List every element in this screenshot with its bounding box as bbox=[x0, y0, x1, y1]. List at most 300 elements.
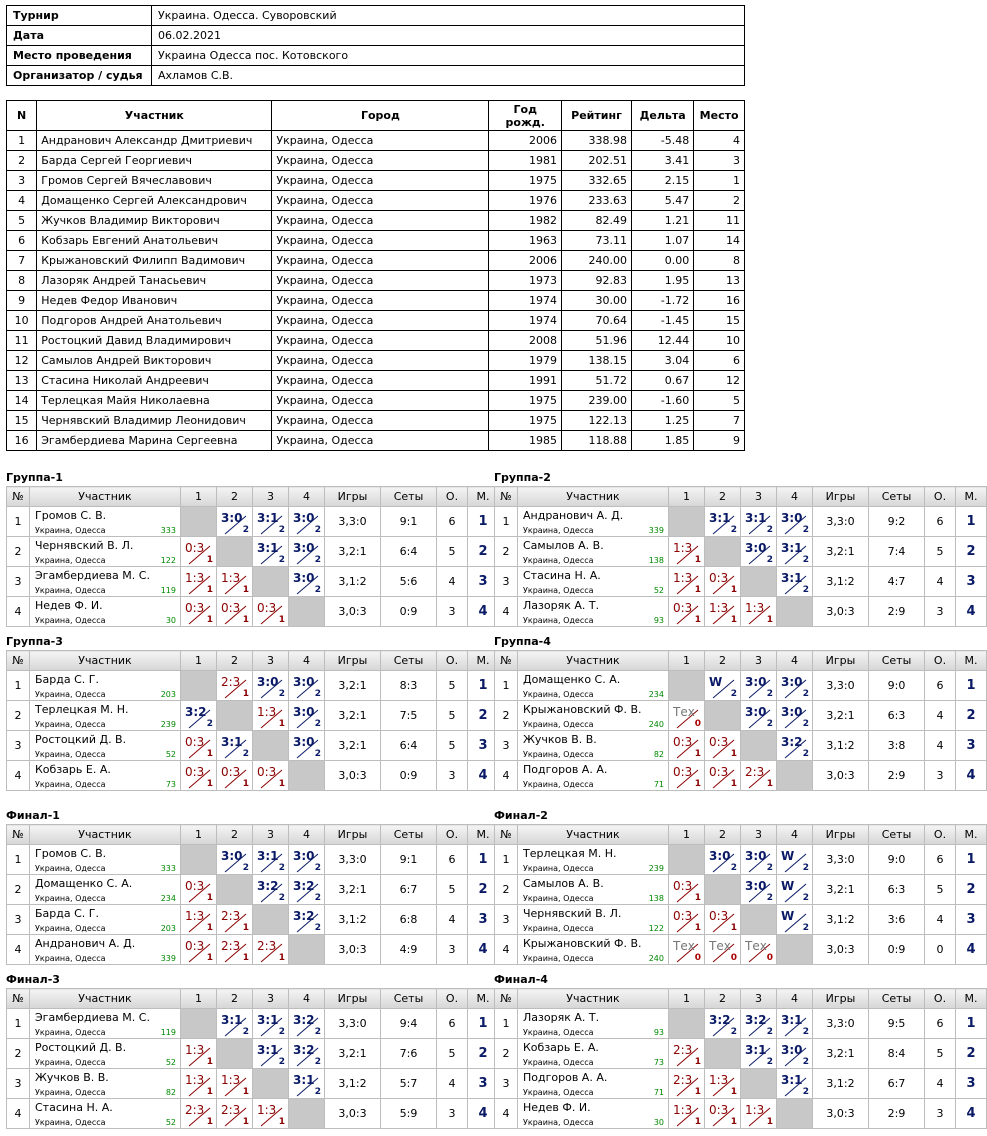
points-cell: 6 bbox=[437, 845, 468, 875]
match-points: 2 bbox=[766, 689, 773, 699]
match-points: 2 bbox=[278, 893, 285, 903]
match-points: 2 bbox=[278, 863, 285, 873]
participant-cell bbox=[30, 845, 181, 875]
match-score: 3:1 bbox=[781, 1013, 803, 1027]
points-cell: 6 bbox=[437, 1009, 468, 1039]
games-cell: 3,1:2 bbox=[813, 567, 869, 597]
info-value: Украина. Одесса. Суворовский bbox=[152, 6, 745, 26]
participant-rating: 339 bbox=[648, 526, 664, 535]
group-row bbox=[7, 537, 499, 567]
match-score: 3:2 bbox=[293, 879, 315, 893]
player-cell: 240.00 bbox=[562, 251, 632, 271]
participant-name: Чернявский В. Л. bbox=[523, 907, 622, 920]
match-score: 0:3 bbox=[709, 735, 729, 749]
match-points: 2 bbox=[766, 893, 773, 903]
match-points: 1 bbox=[206, 893, 213, 903]
match-result-cell bbox=[705, 1069, 741, 1099]
player-cell: -1.60 bbox=[631, 391, 693, 411]
match-points: 2 bbox=[314, 689, 321, 699]
sets-cell: 7:6 bbox=[381, 1039, 437, 1069]
match-score: 0:3 bbox=[673, 879, 693, 893]
match-result-cell bbox=[289, 905, 325, 935]
group-col-header: Участник bbox=[518, 989, 669, 1009]
games-cell: 3,1:2 bbox=[813, 1069, 869, 1099]
players-col-header: Год рожд. bbox=[489, 101, 562, 131]
participant-city: Украина, Одесса bbox=[35, 690, 106, 699]
player-cell: Украина, Одесса bbox=[272, 331, 489, 351]
participant-city: Украина, Одесса bbox=[523, 526, 594, 535]
participant-name: Андранович А. Д. bbox=[523, 509, 624, 522]
group-col-header: № bbox=[495, 989, 518, 1009]
group-col-header: Участник bbox=[518, 651, 669, 671]
group-header-row bbox=[495, 825, 987, 845]
player-cell: 9 bbox=[694, 431, 745, 451]
participant-rating: 138 bbox=[648, 894, 664, 903]
diagonal-cell bbox=[705, 537, 741, 567]
group-col-header: 3 bbox=[253, 487, 289, 507]
player-cell: 3 bbox=[694, 151, 745, 171]
diagonal-cell bbox=[253, 905, 289, 935]
info-value: Ахламов С.В. bbox=[152, 66, 745, 86]
player-cell: Украина, Одесса bbox=[272, 431, 489, 451]
player-cell: 138.15 bbox=[562, 351, 632, 371]
match-result-cell bbox=[181, 567, 217, 597]
group-row bbox=[495, 731, 987, 761]
participant-rating: 93 bbox=[653, 616, 664, 625]
participant-cell bbox=[518, 537, 669, 567]
participant-rating: 119 bbox=[160, 1028, 176, 1037]
match-score: 3:2 bbox=[709, 1013, 731, 1027]
row-number: 3 bbox=[495, 1069, 518, 1099]
participant-name: Кобзарь Е. А. bbox=[523, 1041, 599, 1054]
group-col-header: Игры bbox=[325, 651, 381, 671]
group-col-header: М. bbox=[468, 989, 499, 1009]
group-col-header: О. bbox=[437, 825, 468, 845]
games-cell: 3,2:1 bbox=[325, 671, 381, 701]
player-cell: 51.72 bbox=[562, 371, 632, 391]
match-result-cell bbox=[669, 537, 705, 567]
group-col-header: М. bbox=[956, 989, 987, 1009]
match-result-cell bbox=[289, 845, 325, 875]
participant-rating: 122 bbox=[648, 924, 664, 933]
participant-name: Громов С. В. bbox=[35, 847, 107, 860]
participant-name: Домащенко С. А. bbox=[35, 877, 133, 890]
group-col-header: 2 bbox=[217, 487, 253, 507]
match-result-cell bbox=[181, 701, 217, 731]
place-cell: 2 bbox=[468, 701, 499, 731]
row-number: 1 bbox=[495, 845, 518, 875]
info-key: Турнир bbox=[7, 6, 152, 26]
match-points: 2 bbox=[802, 525, 809, 535]
match-points: 2 bbox=[242, 525, 249, 535]
group-col-header: Сеты bbox=[381, 825, 437, 845]
match-points: 2 bbox=[766, 555, 773, 565]
participant-city: Украина, Одесса bbox=[523, 864, 594, 873]
match-result-cell bbox=[777, 1009, 813, 1039]
participant-name: Крыжановский Ф. В. bbox=[523, 937, 642, 950]
match-score: 3:0 bbox=[257, 675, 279, 689]
player-row bbox=[7, 311, 745, 331]
participant-name: Барда С. Г. bbox=[35, 907, 99, 920]
group-title: Группа-4 bbox=[494, 635, 551, 648]
player-row bbox=[7, 271, 745, 291]
match-score: 3:2 bbox=[781, 735, 803, 749]
diagonal-cell bbox=[217, 701, 253, 731]
player-cell: 92.83 bbox=[562, 271, 632, 291]
match-result-cell bbox=[181, 1099, 217, 1129]
match-score: 0:3 bbox=[709, 909, 729, 923]
participant-name: Подгоров А. А. bbox=[523, 1071, 608, 1084]
player-cell: 5 bbox=[694, 391, 745, 411]
diagonal-cell bbox=[741, 905, 777, 935]
match-score: 3:0 bbox=[745, 879, 767, 893]
match-points: 2 bbox=[730, 863, 737, 873]
match-result-cell bbox=[217, 935, 253, 965]
participant-city: Украина, Одесса bbox=[35, 526, 106, 535]
player-cell: 338.98 bbox=[562, 131, 632, 151]
group-table bbox=[494, 650, 987, 791]
group-col-header: № bbox=[7, 825, 30, 845]
row-number: 1 bbox=[495, 507, 518, 537]
group-header-row bbox=[7, 487, 499, 507]
match-points: 2 bbox=[314, 893, 321, 903]
participant-rating: 30 bbox=[165, 616, 176, 625]
match-score: 0:3 bbox=[185, 601, 205, 615]
match-score: 1:3 bbox=[709, 1073, 729, 1087]
match-points: 2 bbox=[314, 585, 321, 595]
participant-rating: 52 bbox=[653, 586, 664, 595]
player-cell: 15 bbox=[694, 311, 745, 331]
match-result-cell bbox=[705, 905, 741, 935]
player-cell: 122.13 bbox=[562, 411, 632, 431]
group-col-header: 2 bbox=[705, 651, 741, 671]
row-number: 3 bbox=[7, 567, 30, 597]
place-cell: 4 bbox=[468, 761, 499, 791]
match-result-cell bbox=[669, 567, 705, 597]
match-score: Тех bbox=[673, 705, 695, 719]
match-points: 1 bbox=[278, 779, 285, 789]
diagonal-cell bbox=[289, 597, 325, 627]
player-cell: 1974 bbox=[489, 291, 562, 311]
participant-name: Ростоцкий Д. В. bbox=[35, 733, 127, 746]
match-result-cell bbox=[669, 1099, 705, 1129]
points-cell: 3 bbox=[437, 935, 468, 965]
match-score: 3:0 bbox=[221, 511, 243, 525]
games-cell: 3,3:0 bbox=[813, 671, 869, 701]
match-score: 0:3 bbox=[185, 939, 205, 953]
match-score: 3:1 bbox=[257, 1043, 279, 1057]
sets-cell: 6:3 bbox=[869, 701, 925, 731]
group-col-header: Игры bbox=[325, 989, 381, 1009]
player-cell: 7 bbox=[694, 411, 745, 431]
sets-cell: 8:3 bbox=[381, 671, 437, 701]
match-result-cell bbox=[669, 1069, 705, 1099]
player-cell: 1975 bbox=[489, 391, 562, 411]
row-number: 4 bbox=[495, 761, 518, 791]
diagonal-cell bbox=[181, 507, 217, 537]
match-score: 3:0 bbox=[745, 541, 767, 555]
match-result-cell bbox=[253, 935, 289, 965]
diagonal-cell bbox=[741, 567, 777, 597]
match-result-cell bbox=[777, 507, 813, 537]
match-result-cell bbox=[777, 731, 813, 761]
player-cell: 6 bbox=[7, 231, 37, 251]
info-row bbox=[7, 6, 745, 26]
match-result-cell bbox=[181, 537, 217, 567]
player-cell: 1.25 bbox=[631, 411, 693, 431]
group-col-header: 1 bbox=[181, 487, 217, 507]
player-cell: 16 bbox=[694, 291, 745, 311]
match-points: 1 bbox=[206, 749, 213, 759]
participant-cell bbox=[30, 935, 181, 965]
player-cell: 1 bbox=[694, 171, 745, 191]
match-score: W bbox=[781, 909, 795, 923]
player-cell: 239.00 bbox=[562, 391, 632, 411]
match-score: 3:0 bbox=[781, 1043, 803, 1057]
player-cell: Лазоряк Андрей Танасьевич bbox=[37, 271, 272, 291]
diagonal-cell bbox=[181, 1009, 217, 1039]
match-result-cell bbox=[777, 671, 813, 701]
group-col-header: О. bbox=[437, 651, 468, 671]
players-table bbox=[6, 100, 745, 451]
match-score: 1:3 bbox=[185, 1043, 205, 1057]
match-score: Тех bbox=[673, 939, 695, 953]
group-title: Финал-4 bbox=[494, 973, 548, 986]
group-col-header: Участник bbox=[30, 825, 181, 845]
participant-rating: 239 bbox=[648, 864, 664, 873]
match-result-cell bbox=[253, 507, 289, 537]
match-result-cell bbox=[253, 875, 289, 905]
group-col-header: О. bbox=[437, 487, 468, 507]
participant-cell bbox=[30, 567, 181, 597]
group-block bbox=[494, 972, 978, 1129]
participant-cell bbox=[518, 731, 669, 761]
match-points: 2 bbox=[802, 863, 809, 873]
match-points: 2 bbox=[314, 749, 321, 759]
participant-city: Украина, Одесса bbox=[35, 1118, 106, 1127]
match-points: 1 bbox=[206, 555, 213, 565]
group-row bbox=[495, 761, 987, 791]
player-cell: -5.48 bbox=[631, 131, 693, 151]
player-cell: -1.72 bbox=[631, 291, 693, 311]
player-cell: Украина, Одесса bbox=[272, 191, 489, 211]
sets-cell: 9:0 bbox=[869, 845, 925, 875]
match-points: 2 bbox=[730, 525, 737, 535]
match-score: 3:0 bbox=[709, 849, 731, 863]
participant-city: Украина, Одесса bbox=[35, 924, 106, 933]
match-points: 1 bbox=[694, 923, 701, 933]
match-result-cell bbox=[777, 845, 813, 875]
player-cell: 11 bbox=[694, 211, 745, 231]
player-row bbox=[7, 391, 745, 411]
match-score: 3:1 bbox=[709, 511, 731, 525]
match-score: 3:1 bbox=[745, 1043, 767, 1057]
match-points: 1 bbox=[206, 615, 213, 625]
participant-name: Ростоцкий Д. В. bbox=[35, 1041, 127, 1054]
player-cell: 8 bbox=[694, 251, 745, 271]
player-cell: 2008 bbox=[489, 331, 562, 351]
match-result-cell bbox=[741, 875, 777, 905]
match-score: 1:3 bbox=[673, 1103, 693, 1117]
group-header-row bbox=[7, 825, 499, 845]
match-score: 2:3 bbox=[673, 1043, 693, 1057]
group-col-header: Участник bbox=[30, 651, 181, 671]
match-result-cell bbox=[669, 761, 705, 791]
match-points: 2 bbox=[766, 863, 773, 873]
match-result-cell bbox=[741, 935, 777, 965]
match-points: 1 bbox=[766, 1117, 773, 1127]
row-number: 2 bbox=[495, 875, 518, 905]
match-result-cell bbox=[705, 761, 741, 791]
player-cell: 1963 bbox=[489, 231, 562, 251]
place-cell: 2 bbox=[956, 701, 987, 731]
player-cell: 9 bbox=[7, 291, 37, 311]
group-col-header: О. bbox=[925, 989, 956, 1009]
points-cell: 5 bbox=[437, 671, 468, 701]
match-points: 1 bbox=[206, 779, 213, 789]
match-points: 1 bbox=[694, 893, 701, 903]
match-score: 2:3 bbox=[221, 909, 241, 923]
match-result-cell bbox=[181, 731, 217, 761]
group-col-header: 4 bbox=[777, 825, 813, 845]
match-result-cell bbox=[181, 1069, 217, 1099]
group-block bbox=[6, 972, 490, 1129]
group-table bbox=[6, 650, 499, 791]
match-points: 2 bbox=[314, 719, 321, 729]
match-score: 1:3 bbox=[745, 1103, 765, 1117]
games-cell: 3,0:3 bbox=[325, 761, 381, 791]
participant-city: Украина, Одесса bbox=[523, 780, 594, 789]
match-points: 2 bbox=[730, 689, 737, 699]
player-cell: Недев Федор Иванович bbox=[37, 291, 272, 311]
match-score: 2:3 bbox=[221, 1103, 241, 1117]
diagonal-cell bbox=[669, 845, 705, 875]
match-points: 0 bbox=[694, 953, 701, 963]
group-col-header: № bbox=[495, 825, 518, 845]
player-cell: Украина, Одесса bbox=[272, 131, 489, 151]
player-cell: 6 bbox=[694, 351, 745, 371]
place-cell: 3 bbox=[956, 731, 987, 761]
row-number: 4 bbox=[7, 597, 30, 627]
sets-cell: 3:6 bbox=[869, 905, 925, 935]
match-result-cell bbox=[217, 905, 253, 935]
group-col-header: 1 bbox=[669, 487, 705, 507]
match-score: 0:3 bbox=[221, 601, 241, 615]
player-cell: 1.85 bbox=[631, 431, 693, 451]
group-row bbox=[495, 875, 987, 905]
points-cell: 3 bbox=[925, 1099, 956, 1129]
match-score: 3:0 bbox=[781, 675, 803, 689]
group-col-header: 3 bbox=[253, 825, 289, 845]
match-score: 0:3 bbox=[185, 765, 205, 779]
group-col-header: 3 bbox=[741, 989, 777, 1009]
participant-rating: 73 bbox=[165, 780, 176, 789]
info-row bbox=[7, 66, 745, 86]
sets-cell: 2:9 bbox=[869, 1099, 925, 1129]
player-cell: Украина, Одесса bbox=[272, 411, 489, 431]
diagonal-cell bbox=[181, 671, 217, 701]
diagonal-cell bbox=[669, 1009, 705, 1039]
match-result-cell bbox=[705, 731, 741, 761]
group-col-header: Сеты bbox=[381, 989, 437, 1009]
participant-city: Украина, Одесса bbox=[35, 616, 106, 625]
player-cell: 82.49 bbox=[562, 211, 632, 231]
player-cell: Стасина Николай Андреевич bbox=[37, 371, 272, 391]
match-result-cell bbox=[217, 761, 253, 791]
match-score: 0:3 bbox=[257, 601, 277, 615]
match-points: 2 bbox=[278, 525, 285, 535]
games-cell: 3,1:2 bbox=[325, 567, 381, 597]
match-score: 3:0 bbox=[293, 571, 315, 585]
match-points: 1 bbox=[206, 953, 213, 963]
match-points: 0 bbox=[766, 953, 773, 963]
participant-cell bbox=[518, 597, 669, 627]
sets-cell: 5:7 bbox=[381, 1069, 437, 1099]
match-result-cell bbox=[289, 731, 325, 761]
place-cell: 4 bbox=[956, 597, 987, 627]
row-number: 1 bbox=[495, 671, 518, 701]
group-col-header: 3 bbox=[253, 651, 289, 671]
group-col-header: 1 bbox=[669, 651, 705, 671]
games-cell: 3,3:0 bbox=[325, 507, 381, 537]
participant-city: Украина, Одесса bbox=[523, 954, 594, 963]
games-cell: 3,3:0 bbox=[813, 507, 869, 537]
sets-cell: 6:8 bbox=[381, 905, 437, 935]
participant-rating: 52 bbox=[165, 1118, 176, 1127]
sets-cell: 4:9 bbox=[381, 935, 437, 965]
diagonal-cell bbox=[253, 1069, 289, 1099]
match-result-cell bbox=[181, 761, 217, 791]
participant-city: Украина, Одесса bbox=[523, 1058, 594, 1067]
place-cell: 1 bbox=[956, 1009, 987, 1039]
match-score: 1:3 bbox=[709, 601, 729, 615]
group-col-header: 4 bbox=[289, 825, 325, 845]
match-points: 1 bbox=[694, 779, 701, 789]
place-cell: 1 bbox=[468, 845, 499, 875]
player-cell: 11 bbox=[7, 331, 37, 351]
match-score: 2:3 bbox=[257, 939, 277, 953]
match-result-cell bbox=[669, 731, 705, 761]
group-row bbox=[495, 567, 987, 597]
player-cell: 2 bbox=[7, 151, 37, 171]
diagonal-cell bbox=[777, 761, 813, 791]
match-result-cell bbox=[741, 507, 777, 537]
match-score: 2:3 bbox=[673, 1073, 693, 1087]
match-score: 1:3 bbox=[221, 571, 241, 585]
match-result-cell bbox=[741, 537, 777, 567]
player-cell: 1973 bbox=[489, 271, 562, 291]
group-table bbox=[494, 486, 987, 627]
diagonal-cell bbox=[705, 875, 741, 905]
participant-cell bbox=[518, 905, 669, 935]
match-result-cell bbox=[705, 1099, 741, 1129]
player-cell: 1.21 bbox=[631, 211, 693, 231]
players-col-header: Участник bbox=[37, 101, 272, 131]
info-row bbox=[7, 46, 745, 66]
match-points: 1 bbox=[730, 1117, 737, 1127]
participant-name: Жучков В. В. bbox=[523, 733, 597, 746]
group-col-header: М. bbox=[956, 825, 987, 845]
player-cell: 1985 bbox=[489, 431, 562, 451]
place-cell: 3 bbox=[468, 905, 499, 935]
match-points: 2 bbox=[802, 689, 809, 699]
match-score: 3:1 bbox=[781, 541, 803, 555]
match-points: 2 bbox=[278, 1057, 285, 1067]
group-header-row bbox=[495, 651, 987, 671]
group-col-header: 4 bbox=[777, 487, 813, 507]
group-col-header: 1 bbox=[669, 825, 705, 845]
match-points: 1 bbox=[242, 615, 249, 625]
